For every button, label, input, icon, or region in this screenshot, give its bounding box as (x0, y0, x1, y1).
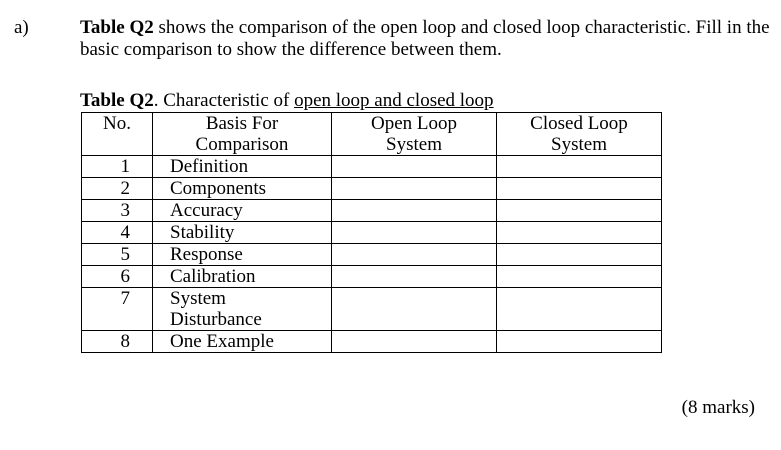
row-no: 1 (82, 156, 153, 178)
question-label: a) (14, 17, 29, 38)
comparison-table (81, 112, 662, 353)
question-text (80, 17, 770, 61)
open-loop-answer-cell[interactable] (332, 200, 497, 222)
row-basis: Calibration (153, 266, 332, 288)
closed-loop-answer-cell[interactable] (497, 156, 662, 178)
table-row (82, 244, 662, 266)
row-basis: Definition (153, 156, 332, 178)
row-basis (153, 288, 332, 331)
header-no-label: No. (103, 113, 131, 134)
header-no (82, 113, 153, 156)
header-closed-line2: System (551, 134, 607, 155)
table-row (82, 178, 662, 200)
row-no: 8 (82, 331, 153, 353)
row-basis: Components (153, 178, 332, 200)
table-row (82, 266, 662, 288)
table-row (82, 288, 662, 331)
closed-loop-answer-cell[interactable] (497, 331, 662, 353)
row-no: 6 (82, 266, 153, 288)
row-no: 4 (82, 222, 153, 244)
table-row (82, 200, 662, 222)
row-no: 3 (82, 200, 153, 222)
row-no: 7 (82, 288, 153, 331)
row-no: 2 (82, 178, 153, 200)
row-no: 5 (82, 244, 153, 266)
header-basis-line2: Comparison (195, 134, 289, 155)
marks-label: (8 marks) (681, 397, 755, 418)
open-loop-answer-cell[interactable] (332, 331, 497, 353)
header-open-line2: System (386, 134, 442, 155)
question-body: shows the comparison of the open loop and closed loop characteristic. Fill in the basic comparison to show the difference between them. (80, 17, 770, 60)
header-open-line1: Open Loop (370, 113, 457, 134)
open-loop-answer-cell[interactable] (332, 288, 497, 331)
open-loop-answer-cell[interactable] (332, 222, 497, 244)
row-basis: Accuracy (153, 200, 332, 222)
closed-loop-answer-cell[interactable] (497, 244, 662, 266)
open-loop-answer-cell[interactable] (332, 244, 497, 266)
closed-loop-answer-cell[interactable] (497, 266, 662, 288)
caption-text: . Characteristic of (153, 90, 295, 111)
question-table-ref: Table Q2 (80, 17, 154, 38)
table-row (82, 222, 662, 244)
row-basis-line2: Disturbance (170, 309, 262, 330)
header-open-loop (332, 113, 497, 156)
table-header-row (82, 113, 662, 156)
closed-loop-answer-cell[interactable] (497, 288, 662, 331)
table-caption (80, 90, 494, 112)
closed-loop-answer-cell[interactable] (497, 200, 662, 222)
open-loop-answer-cell[interactable] (332, 266, 497, 288)
row-basis: One Example (153, 331, 332, 353)
open-loop-answer-cell[interactable] (332, 156, 497, 178)
table-row (82, 331, 662, 353)
row-basis-line1: System (170, 288, 226, 309)
header-closed-line1: Closed Loop (530, 113, 628, 134)
caption-underlined: open loop and closed loop (294, 90, 494, 111)
row-basis: Stability (153, 222, 332, 244)
open-loop-answer-cell[interactable] (332, 178, 497, 200)
header-closed-loop (497, 113, 662, 156)
closed-loop-answer-cell[interactable] (497, 178, 662, 200)
row-basis: Response (153, 244, 332, 266)
table-row (82, 156, 662, 178)
header-basis (153, 113, 332, 156)
caption-ref: Table Q2 (80, 90, 154, 111)
header-basis-line1: Basis For (205, 113, 279, 134)
closed-loop-answer-cell[interactable] (497, 222, 662, 244)
